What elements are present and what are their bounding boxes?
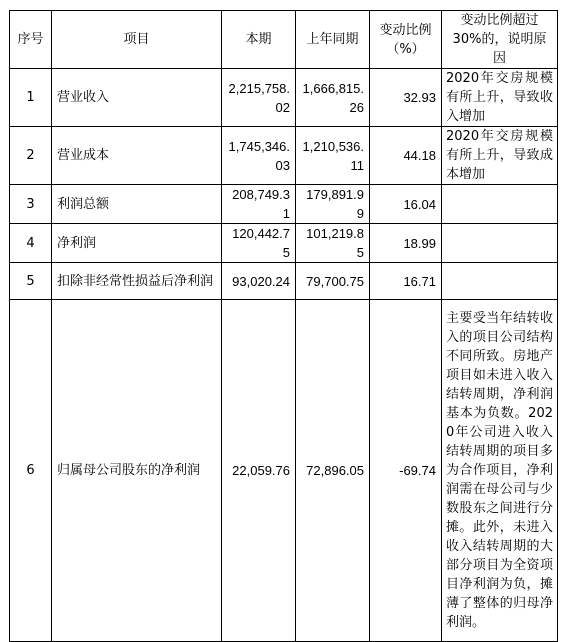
table-row [10,263,558,300]
header-index: 序号 [10,11,52,69]
table-row [10,127,558,185]
row-item: 营业收入 [52,69,222,127]
row-item: 归属母公司股东的净利润 [52,300,222,642]
row-reason [442,263,558,300]
row-item: 净利润 [52,224,222,263]
header-item: 项目 [52,11,222,69]
row-reason [442,224,558,263]
row-change: 16.71 [370,263,442,300]
row-change: -69.74 [370,300,442,642]
row-prior: 179,891.99 [296,185,370,224]
row-index: 5 [10,263,52,300]
row-prior: 101,219.85 [296,224,370,263]
row-index: 6 [10,300,52,642]
row-item: 扣除非经常性损益后净利润 [52,263,222,300]
row-current: 120,442.75 [222,224,296,263]
header-current: 本期 [222,11,296,69]
row-change: 44.18 [370,127,442,185]
table-row [10,300,558,642]
financial-comparison-table [9,10,558,642]
row-prior: 1,666,815.26 [296,69,370,127]
table-row [10,69,558,127]
row-prior: 1,210,536.11 [296,127,370,185]
header-row [10,11,558,69]
row-current: 93,020.24 [222,263,296,300]
row-index: 1 [10,69,52,127]
row-reason [442,185,558,224]
row-current: 22,059.76 [222,300,296,642]
row-current: 2,215,758.02 [222,69,296,127]
row-reason: 2020年交房规模有所上升，导致收入增加 [442,69,558,127]
table-row [10,185,558,224]
financial-table-container [9,10,558,642]
header-reason: 变动比例超过30%的，说明原因 [442,11,558,69]
row-current: 208,749.31 [222,185,296,224]
row-current: 1,745,346.03 [222,127,296,185]
row-item: 利润总额 [52,185,222,224]
row-index: 3 [10,185,52,224]
row-reason: 2020年交房规模有所上升，导致成本增加 [442,127,558,185]
header-change: 变动比例（%） [370,11,442,69]
row-item: 营业成本 [52,127,222,185]
row-change: 32.93 [370,69,442,127]
row-index: 4 [10,224,52,263]
row-index: 2 [10,127,52,185]
row-prior: 72,896.05 [296,300,370,642]
row-change: 16.04 [370,185,442,224]
row-reason: 主要受当年结转收入的项目公司结构不同所致。房地产项目如未进入收入结转周期，净利润基本为负数。2020年公司进入收入结转周期的项目多为合作项目，净利润需在母公司与少数股东之间进行分摊。此外，未进入收入结转周期的大部分项目为全资项目净利润为负，摊薄了整体的归母净利润。 [442,300,558,642]
header-prior: 上年同期 [296,11,370,69]
table-row [10,224,558,263]
row-prior: 79,700.75 [296,263,370,300]
row-change: 18.99 [370,224,442,263]
